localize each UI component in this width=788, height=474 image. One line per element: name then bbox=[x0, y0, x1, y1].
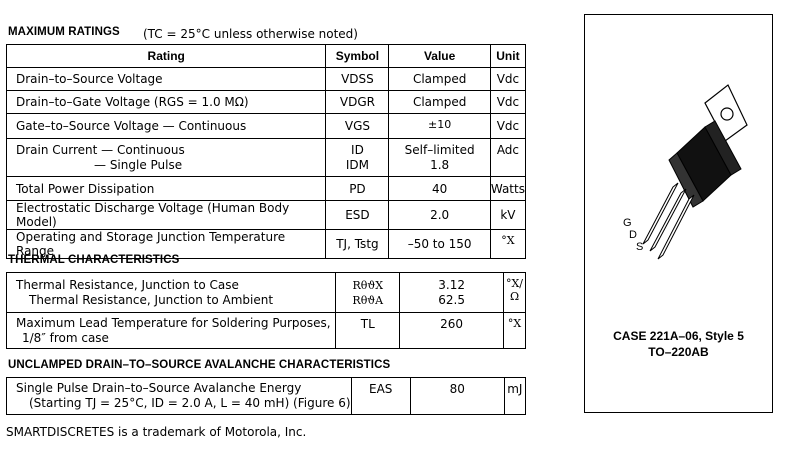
rating-line: Drain Current — Continuous bbox=[16, 142, 185, 157]
to220-package-illustration bbox=[585, 15, 772, 275]
header-symbol: Symbol bbox=[326, 45, 389, 68]
symbol-cell: PD bbox=[326, 177, 389, 201]
package-box bbox=[584, 14, 773, 413]
condition-note: (TC = 25°C unless otherwise noted) bbox=[143, 27, 358, 41]
rating-cell: Electrostatic Discharge Voltage (Human Body Model) bbox=[7, 201, 326, 230]
rating-cell bbox=[7, 313, 336, 349]
value-cell: 40 bbox=[389, 177, 490, 201]
trademark-footer: SMARTDISCRETES is a trademark of Motorola, Inc. bbox=[6, 425, 307, 439]
rating-line: — Single Pulse bbox=[94, 157, 183, 172]
thermal-table bbox=[6, 272, 526, 349]
rating-cell: Operating and Storage Junction Temperature Range bbox=[7, 230, 326, 259]
unit-cell: Vdc bbox=[490, 114, 525, 139]
unit-cell: kV bbox=[490, 201, 525, 230]
value-cell: Clamped bbox=[389, 68, 490, 91]
value-line: 62.5 bbox=[438, 292, 465, 307]
symbol-cell: ESD bbox=[326, 201, 389, 230]
rating-line: Maximum Lead Temperature for Soldering Purposes, bbox=[16, 315, 331, 330]
value-cell: 80 bbox=[410, 378, 504, 415]
value-line: 3.12 bbox=[438, 277, 465, 292]
pin-g-label: G bbox=[623, 217, 632, 229]
unit-cell: Watts bbox=[490, 177, 525, 201]
pin-d-label: D bbox=[629, 229, 637, 241]
rating-cell: Drain–to–Source Voltage bbox=[7, 68, 326, 91]
value-cell bbox=[389, 139, 490, 177]
avalanche-title: UNCLAMPED DRAIN–TO–SOURCE AVALANCHE CHARACTERISTICS bbox=[8, 359, 391, 371]
symbol-cell bbox=[336, 273, 400, 313]
value-cell: 260 bbox=[400, 313, 504, 349]
symbol-cell: VGS bbox=[326, 114, 389, 139]
table-row bbox=[7, 177, 526, 201]
header-value: Value bbox=[389, 45, 490, 68]
unit-cell: °X/Ω bbox=[504, 273, 526, 313]
max-ratings-table bbox=[6, 44, 526, 259]
rating-line: Thermal Resistance, Junction to Case bbox=[16, 277, 239, 292]
rating-line: Thermal Resistance, Junction to Ambient bbox=[29, 292, 274, 307]
rating-line: 1/8″ from case bbox=[22, 330, 109, 345]
table-row bbox=[7, 114, 526, 139]
rating-cell bbox=[7, 378, 352, 415]
rating-cell: Total Power Dissipation bbox=[7, 177, 326, 201]
value-cell: –50 to 150 bbox=[389, 230, 490, 259]
rating-cell: Drain–to–Gate Voltage (RGS = 1.0 MΩ) bbox=[7, 91, 326, 114]
unit-cell: °X bbox=[504, 313, 526, 349]
symbol-cell bbox=[326, 139, 389, 177]
symbol-line: RθϑA bbox=[352, 293, 384, 307]
rating-line: Single Pulse Drain–to–Source Avalanche Energy bbox=[16, 381, 302, 395]
symbol-line: IDM bbox=[345, 157, 369, 172]
unit-cell: mJ bbox=[504, 378, 525, 415]
thermal-title: THERMAL CHARACTERISTICS bbox=[8, 254, 180, 266]
rating-cell bbox=[7, 273, 336, 313]
symbol-cell: TL bbox=[336, 313, 400, 349]
table-row bbox=[7, 91, 526, 114]
table-row bbox=[7, 313, 526, 349]
value-cell: ±10 bbox=[389, 114, 490, 139]
value-cell: 2.0 bbox=[389, 201, 490, 230]
rating-cell: Gate–to–Source Voltage — Continuous bbox=[7, 114, 326, 139]
table-header-row bbox=[7, 45, 526, 68]
table-row bbox=[7, 139, 526, 177]
unit-cell: Vdc bbox=[490, 68, 525, 91]
header-unit: Unit bbox=[490, 45, 525, 68]
value-cell bbox=[400, 273, 504, 313]
rating-cell bbox=[7, 139, 326, 177]
rating-line: (Starting TJ = 25°C, ID = 2.0 A, L = 40 mH) (Figure 6) bbox=[29, 396, 351, 410]
symbol-line: ID bbox=[351, 142, 364, 157]
max-ratings-title: MAXIMUM RATINGS bbox=[8, 26, 120, 38]
symbol-cell: TJ, Tstg bbox=[326, 230, 389, 259]
symbol-cell: EAS bbox=[351, 378, 410, 415]
pin-s-label: S bbox=[636, 241, 644, 253]
header-rating: Rating bbox=[7, 45, 326, 68]
symbol-cell: VDSS bbox=[326, 68, 389, 91]
table-row bbox=[7, 68, 526, 91]
value-line: 1.8 bbox=[430, 157, 450, 172]
value-line: Self–limited bbox=[404, 142, 475, 157]
symbol-cell: VDGR bbox=[326, 91, 389, 114]
unit-cell: Adc bbox=[490, 139, 525, 177]
value-cell: Clamped bbox=[389, 91, 490, 114]
symbol-line: RθϑX bbox=[352, 278, 384, 292]
table-row bbox=[7, 378, 526, 415]
case-label-line2: TO–220AB bbox=[648, 345, 709, 359]
unit-cell: °X bbox=[490, 230, 525, 259]
case-label-line1: CASE 221A–06, Style 5 bbox=[613, 329, 744, 343]
table-row bbox=[7, 273, 526, 313]
avalanche-table bbox=[6, 377, 526, 415]
table-row bbox=[7, 201, 526, 230]
unit-cell: Vdc bbox=[490, 91, 525, 114]
